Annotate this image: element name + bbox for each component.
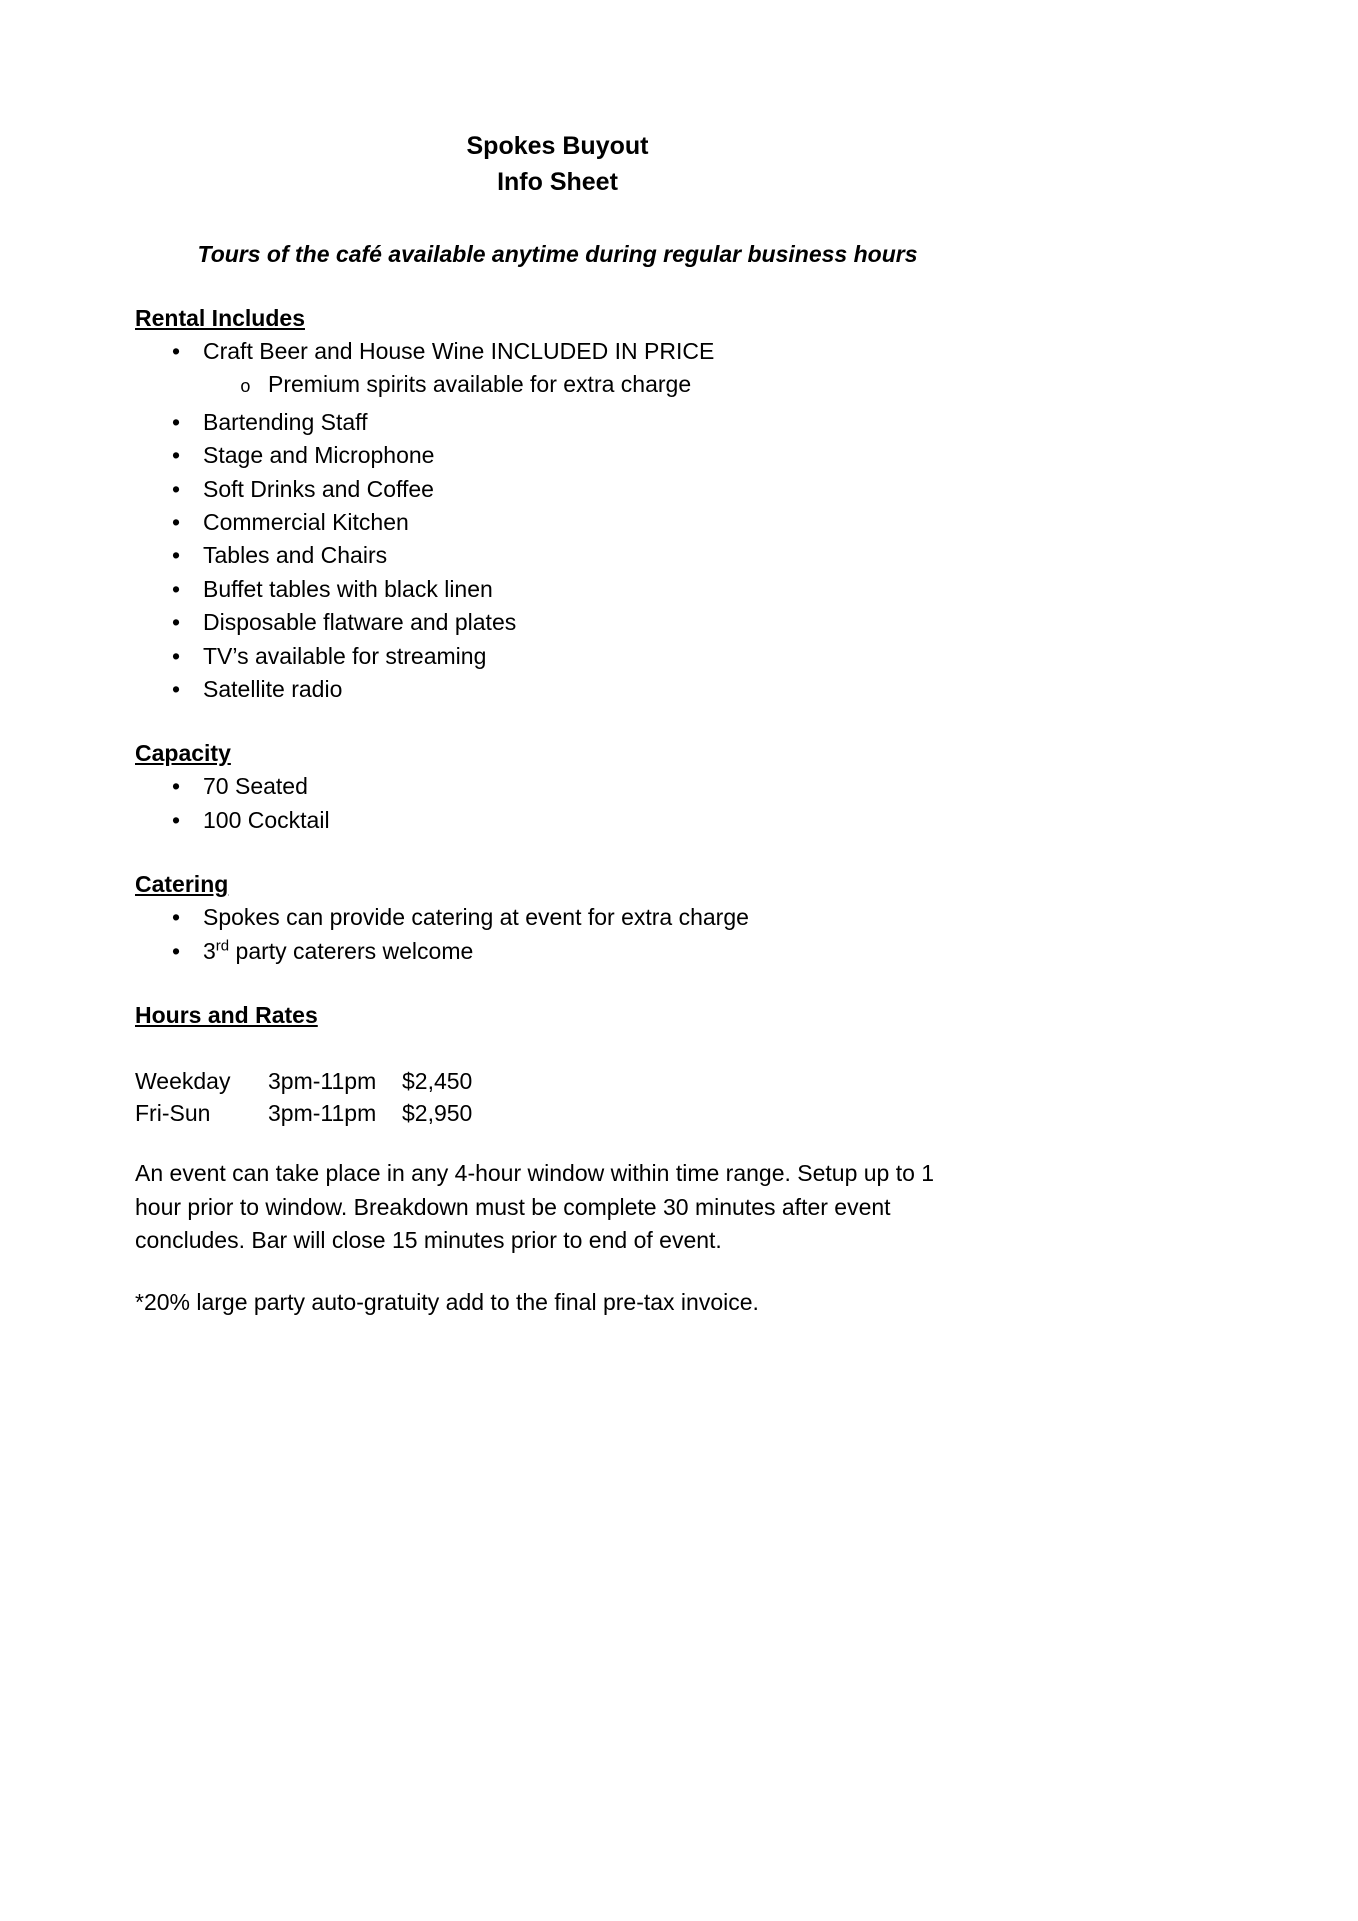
- list-item-text: Stage and Microphone: [203, 442, 435, 469]
- rate-day: Fri-Sun: [135, 1100, 211, 1127]
- gratuity-note: *20% large party auto-gratuity add to the final pre-tax invoice.: [135, 1288, 759, 1315]
- document-title: [135, 128, 980, 200]
- list-item-text: Satellite radio: [203, 676, 343, 703]
- section-heading-capacity: Capacity: [135, 740, 231, 767]
- bullet-icon: [172, 506, 203, 539]
- third-party-ordinal: rd: [215, 937, 230, 955]
- list-item: [135, 770, 980, 803]
- bullet-icon: [172, 539, 203, 572]
- title-line-2: Info Sheet: [497, 168, 618, 196]
- list-item: [135, 439, 980, 472]
- circle-bullet-icon: [240, 368, 268, 405]
- third-party-rest: party caterers welcome: [229, 937, 474, 964]
- list-item: [135, 673, 980, 706]
- bullet-icon: [172, 573, 203, 606]
- bullet-icon: [172, 439, 203, 472]
- document-content: [135, 128, 980, 1319]
- list-item-text: Bartending Staff: [203, 408, 368, 435]
- list-item-text: Tables and Chairs: [203, 542, 388, 569]
- list-item-text: Disposable flatware and plates: [203, 609, 517, 636]
- rate-day: Weekday: [135, 1068, 231, 1095]
- rate-row: [135, 1097, 980, 1129]
- list-item-text: Buffet tables with black linen: [203, 575, 493, 602]
- rate-price: $2,950: [402, 1100, 473, 1127]
- list-item: [135, 901, 980, 934]
- rate-time: 3pm-11pm: [268, 1068, 377, 1095]
- list-item: [135, 573, 980, 606]
- third-party-prefix: 3: [203, 937, 216, 964]
- list-item-text: Spokes can provide catering at event for extra charge: [203, 904, 749, 931]
- rates-table: [135, 1065, 980, 1129]
- list-sub-item: [135, 368, 980, 405]
- capacity-list: [135, 770, 980, 837]
- list-item: [135, 804, 980, 837]
- bullet-icon: [172, 804, 203, 837]
- bullet-icon: [172, 935, 203, 968]
- list-item: [135, 335, 980, 368]
- list-item-text: Premium spirits available for extra charge: [268, 371, 692, 398]
- rate-time: 3pm-11pm: [268, 1100, 377, 1127]
- list-item: [135, 640, 980, 673]
- list-item-text: Commercial Kitchen: [203, 509, 409, 536]
- list-item-text: 70 Seated: [203, 773, 308, 800]
- section-heading-rental-includes: Rental Includes: [135, 305, 305, 331]
- list-item: [135, 935, 980, 968]
- bullet-icon: [172, 406, 203, 439]
- bullet-icon: [172, 770, 203, 803]
- section-heading-catering: Catering: [135, 871, 229, 898]
- list-item-text: Craft Beer and House Wine INCLUDED IN PRICE: [203, 338, 715, 364]
- event-window-paragraph: An event can take place in any 4-hour window within time range. Setup up to 1 hour prior to window. Breakdown must be complete 30 minutes after event concludes. Bar will close 15 minutes prior to end of event.: [135, 1160, 935, 1254]
- document-subtitle: Tours of the café available anytime during regular business hours: [197, 241, 918, 267]
- list-item-text: 100 Cocktail: [203, 806, 330, 833]
- bullet-icon: [172, 673, 203, 706]
- section-heading-hours-and-rates: Hours and Rates: [135, 1002, 318, 1029]
- list-item-text: TV’s available for streaming: [203, 642, 487, 669]
- bullet-icon: [172, 640, 203, 673]
- list-item-text: [203, 935, 980, 968]
- bullet-icon: [172, 335, 203, 368]
- list-item: [135, 506, 980, 539]
- list-item: [135, 473, 980, 506]
- bullet-icon: [172, 606, 203, 639]
- rate-price: $2,450: [402, 1068, 473, 1095]
- list-item: [135, 606, 980, 639]
- rate-row: [135, 1065, 980, 1097]
- rental-includes-list: [135, 335, 980, 706]
- bullet-icon: [172, 901, 203, 934]
- catering-list: [135, 901, 980, 968]
- list-item: [135, 406, 980, 439]
- title-line-1: Spokes Buyout: [466, 132, 649, 160]
- list-item: [135, 539, 980, 572]
- list-item-text: Soft Drinks and Coffee: [203, 475, 434, 502]
- bullet-icon: [172, 473, 203, 506]
